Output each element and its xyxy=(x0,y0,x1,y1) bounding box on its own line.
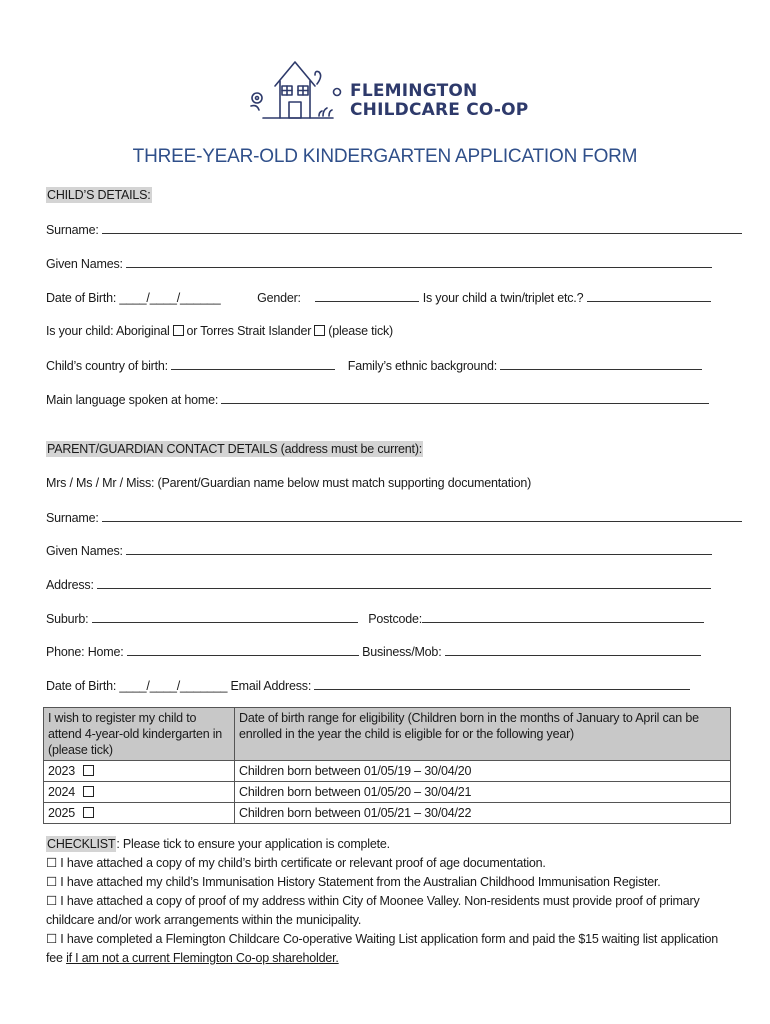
address-row xyxy=(46,577,711,592)
range-cell: Children born between 01/05/21 – 30/04/22 xyxy=(235,803,731,824)
address-field[interactable] xyxy=(97,577,711,589)
eligibility-table xyxy=(43,707,731,824)
child-surname-label: Surname: xyxy=(46,223,99,237)
logo xyxy=(245,56,535,126)
year-label: 2024 xyxy=(48,785,76,799)
year-2025-checkbox[interactable] xyxy=(83,807,94,818)
torres-strait-checkbox[interactable] xyxy=(314,325,325,336)
address-label: Address: xyxy=(46,578,94,592)
table-header-range: Date of birth range for eligibility (Children born in the months of January to April can be enrolled in the year the child is eligible for or the following year) xyxy=(235,708,731,761)
logo-text xyxy=(350,82,528,120)
child-given-row xyxy=(46,256,712,271)
suburb-field[interactable] xyxy=(92,611,358,623)
checklist-item[interactable]: ☐ I have attached a copy of my child’s birth certificate or relevant proof of age documentation. xyxy=(46,856,546,870)
twin-field[interactable] xyxy=(587,290,711,302)
logo-line1: FLEMINGTON xyxy=(350,81,478,101)
checklist-intro xyxy=(46,835,726,854)
business-field[interactable] xyxy=(445,644,701,656)
parent-heading: PARENT/GUARDIAN CONTACT DETAILS (address must be current): xyxy=(47,442,423,456)
shareholder-note: if I am not a current Flemington Co-op shareholder. xyxy=(66,951,339,965)
parent-given-row xyxy=(46,543,712,558)
postcode-label: Postcode: xyxy=(368,612,423,626)
checklist-item[interactable]: ☐ I have attached a copy of proof of my address within City of Moonee Valley. Non-residents must provide proof of primary childcare and/or work arrangements within the municipality. xyxy=(46,894,700,927)
language-row xyxy=(46,392,709,407)
house-icon xyxy=(245,56,355,126)
parent-surname-field[interactable] xyxy=(102,510,742,522)
table-row xyxy=(44,803,731,824)
gender-field[interactable] xyxy=(315,290,419,302)
child-dob-row xyxy=(46,290,711,305)
range-cell: Children born between 01/05/20 – 30/04/21 xyxy=(235,782,731,803)
parent-dob-label[interactable]: Date of Birth: ____/____/_______ xyxy=(46,679,228,693)
parent-given-field[interactable] xyxy=(126,543,712,555)
country-row xyxy=(46,358,702,373)
checklist-item-text: ☐ I have completed a Flemington Childcare Co-operative Waiting List application form and paid the $15 waiting list application fee xyxy=(46,932,719,965)
parent-surname-row xyxy=(46,510,742,525)
checklist-item[interactable] xyxy=(46,930,726,968)
year-2024-checkbox[interactable] xyxy=(83,786,94,797)
child-dob-label[interactable]: Date of Birth: ____/____/______ xyxy=(46,291,221,305)
child-given-field[interactable] xyxy=(126,256,712,268)
child-given-label: Given Names: xyxy=(46,257,123,271)
year-cell xyxy=(44,803,235,824)
indigenous-row xyxy=(46,324,393,338)
phone-field[interactable] xyxy=(127,644,359,656)
table-header-row xyxy=(44,708,731,761)
gender-label: Gender: xyxy=(257,291,301,305)
parent-surname-label: Surname: xyxy=(46,511,99,525)
table-header-register: I wish to register my child to attend 4-year-old kindergarten in (please tick) xyxy=(44,708,235,761)
ethnic-label: Family’s ethnic background: xyxy=(347,359,498,373)
range-cell: Children born between 01/05/19 – 30/04/20 xyxy=(235,761,731,782)
year-cell xyxy=(44,782,235,803)
checklist-intro-text: : Please tick to ensure your application is complete. xyxy=(116,837,390,851)
business-label: Business/Mob: xyxy=(362,645,442,659)
table-row xyxy=(44,761,731,782)
twin-label: Is your child a twin/triplet etc.? xyxy=(422,291,584,305)
indigenous-label: Is your child: Aboriginal xyxy=(46,324,170,338)
torres-strait-label: or Torres Strait Islander xyxy=(186,324,312,338)
form-title: THREE-YEAR-OLD KINDERGARTEN APPLICATION FORM xyxy=(132,146,638,167)
year-cell xyxy=(44,761,235,782)
country-field[interactable] xyxy=(171,358,335,370)
checklist-item[interactable]: ☐ I have attached my child’s Immunisation History Statement from the Australian Childhood Immunisation Register. xyxy=(46,875,661,889)
child-surname-field[interactable] xyxy=(102,222,742,234)
language-label: Main language spoken at home: xyxy=(46,393,219,407)
suburb-label: Suburb: xyxy=(46,612,89,626)
year-2023-checkbox[interactable] xyxy=(83,765,94,776)
aboriginal-checkbox[interactable] xyxy=(173,325,184,336)
child-heading: CHILD’S DETAILS: xyxy=(47,188,151,202)
table-row xyxy=(44,782,731,803)
email-label: Email Address: xyxy=(230,679,312,693)
logo-line2: CHILDCARE CO-OP xyxy=(350,100,529,120)
postcode-field[interactable] xyxy=(422,611,704,623)
parent-given-label: Given Names: xyxy=(46,544,123,558)
please-tick-label: (please tick) xyxy=(328,324,394,338)
suburb-row xyxy=(46,611,704,626)
email-field[interactable] xyxy=(314,678,690,690)
language-field[interactable] xyxy=(221,392,709,404)
phone-row xyxy=(46,644,701,659)
country-label: Child’s country of birth: xyxy=(46,359,168,373)
parent-title-line: Mrs / Ms / Mr / Miss: (Parent/Guardian name below must match supporting documentation) xyxy=(46,476,532,490)
checklist-heading: CHECKLIST xyxy=(47,837,116,851)
phone-label: Phone: Home: xyxy=(46,645,124,659)
ethnic-field[interactable] xyxy=(500,358,702,370)
checklist xyxy=(46,835,726,968)
parent-dob-row xyxy=(46,678,690,693)
year-label: 2023 xyxy=(48,764,76,778)
child-surname-row xyxy=(46,222,742,237)
year-label: 2025 xyxy=(48,806,76,820)
